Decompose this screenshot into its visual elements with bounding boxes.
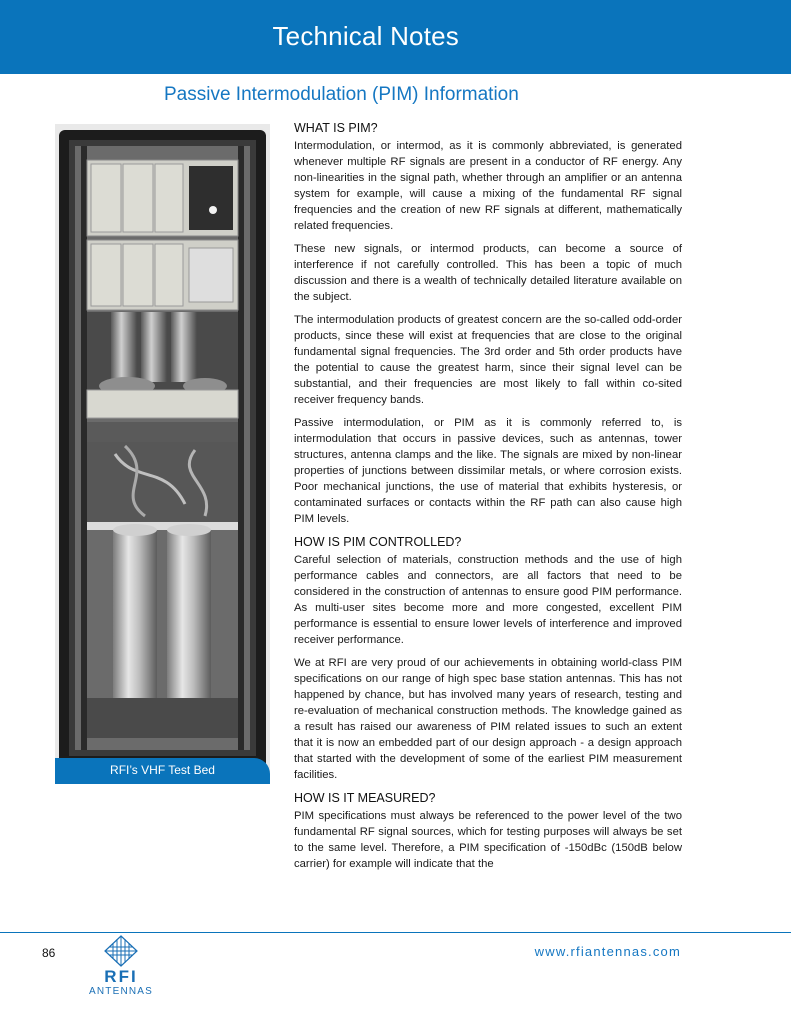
- paragraph: Intermodulation, or intermod, as it is commonly abbreviated, is generated whenever multiple RF signals are present in a conductor of RF energy. Any non-linearities in the signal path, whether through an amplifier or an antenna system for example, will cause a mixing of the fundamental RF signal frequencies and the creation of new RF signals at different, mathematically related frequencies.: [294, 140, 682, 232]
- photo-caption-bar: [55, 758, 270, 784]
- page-subtitle: Passive Intermodulation (PIM) Information: [164, 84, 519, 105]
- section-heading: HOW IS PIM CONTROLLED?: [294, 535, 462, 549]
- section-heading: WHAT IS PIM?: [294, 121, 378, 135]
- logo-subtext: ANTENNAS: [88, 986, 154, 997]
- paragraph: PIM specifications must always be referenced to the power level of the two fundamental RF signal sources, which for testing purposes will always be set to the same level. Therefore, a PIM specification of -150dBc (150dB below carrier) for example will indicate that the: [294, 810, 682, 870]
- section-how-is-pim-controlled: [294, 534, 682, 783]
- website-url: www.rfiantennas.com: [534, 944, 681, 959]
- section-what-is-pim: [294, 120, 682, 527]
- test-bed-photo: [55, 124, 270, 784]
- paragraph: These new signals, or intermod products, can become a source of interference if not carefully controlled. This has been a topic of much discussion and there is a wealth of technically detailed literature available on the subject.: [294, 243, 682, 303]
- footer-divider: [0, 932, 791, 933]
- rfi-globe-icon: [104, 935, 138, 967]
- paragraph: Careful selection of materials, construction methods and the use of high performance cables and connectors, are all factors that need to be considered in the construction of antennas to ensure good PIM performance. As multi-user sites become more and more congested, excellent PIM performance is essential to ensure lower levels of interference and improved receiver performance.: [294, 554, 682, 646]
- rfi-logo: [76, 935, 166, 1000]
- section-how-is-it-measured: [294, 790, 682, 872]
- section-heading: HOW IS IT MEASURED?: [294, 791, 436, 805]
- article-body: [294, 120, 682, 879]
- page-header-title: Technical Notes: [272, 21, 459, 51]
- page-number: 86: [42, 946, 56, 960]
- paragraph: We at RFI are very proud of our achievements in obtaining world-class PIM specifications on our range of high spec base station antennas. This has not happened by chance, but has involved many years of research, testing and re-evaluation of mechanical construction methods. The knowledge gained as a result has raised our awareness of PIM related issues to such an extent that it is now an embedded part of our design approach - a design approach that started with the development of some of the earliest PIM measurement facilities.: [294, 657, 682, 781]
- paragraph: The intermodulation products of greatest concern are the so-called odd-order products, since these will exist at frequencies that are close to the original fundamental signal frequencies. The 3rd order and 5th order products have the potential to cause the greatest harm, since their signal level can be substantial, and their frequencies are most likely to fall within co-sited receiver frequency bands.: [294, 314, 682, 406]
- photo-caption: RFI’s VHF Test Bed: [110, 763, 215, 777]
- paragraph: Passive intermodulation, or PIM as it is commonly referred to, is intermodulation that occurs in passive devices, such as antennas, tower structures, antenna clamps and the like. The signals are mixed by non-linear properties of junctions between dissimilar metals, or where corrosion exists. Poor mechanical junctions, the use of material that exhibits hysteresis, or contaminated surfaces or contacts within the RF path can also cause high PIM levels.: [294, 417, 682, 525]
- logo-wordmark: RFI: [104, 967, 138, 986]
